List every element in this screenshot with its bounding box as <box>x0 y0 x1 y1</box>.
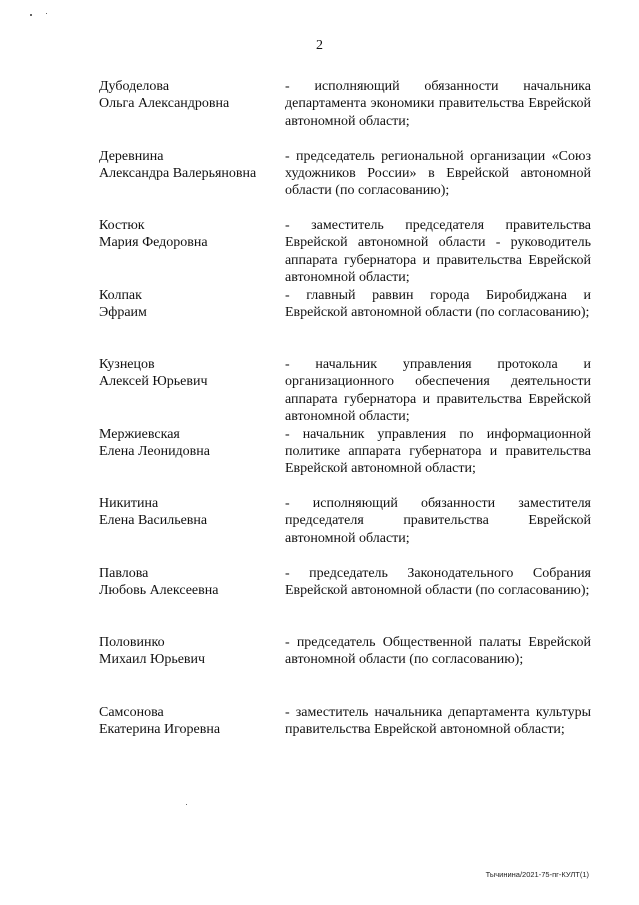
member-given-name: Ольга Александровна <box>99 96 230 112</box>
member-role: - исполняющий обязанности начальника департамента экономики правительства Еврейской автономной области; <box>285 79 591 129</box>
member-role: - председатель региональной организации «Союз художников России» в Еврейской автономной области (по согласованию); <box>285 148 591 199</box>
member-row <box>99 148 591 218</box>
document-reference: Тычинина/2021-75-пг-КУЛТ(1) <box>485 870 589 879</box>
member-row <box>99 704 591 773</box>
member-row <box>99 426 591 496</box>
member-name <box>99 565 285 635</box>
member-name <box>99 78 285 148</box>
member-surname: Деревнина <box>99 148 164 164</box>
member-role: - исполняющий обязанности заместителя председателя правительства Еврейской автономной области; <box>285 496 591 546</box>
member-surname: Костюк <box>99 218 145 233</box>
member-role: - главный раввин города Биробиджана и Еврейской автономной области (по согласованию); <box>285 287 591 320</box>
member-role: - заместитель начальника департамента культуры правительства Еврейской автономной области; <box>285 704 591 737</box>
member-row <box>99 634 591 704</box>
member-row <box>99 356 591 426</box>
member-given-name: Мария Федоровна <box>99 235 208 251</box>
member-given-name: Александра Валерьяновна <box>99 165 257 181</box>
member-row <box>99 287 591 357</box>
member-row <box>99 565 591 635</box>
member-name <box>99 287 285 357</box>
member-list <box>99 78 591 773</box>
member-given-name: Елена Васильевна <box>99 513 208 529</box>
member-given-name: Эфраим <box>99 304 147 320</box>
member-role: - председатель Законодательного Собрания Еврейской автономной области (по согласованию); <box>285 565 591 598</box>
member-given-name: Екатерина Игоревна <box>99 721 221 737</box>
member-role: - начальник управления протокола и организационного обеспечения деятельности аппарата губернатора и правительства Еврейской автономной области; <box>285 357 591 424</box>
scan-artifact-dot <box>186 804 187 805</box>
member-name <box>99 356 285 426</box>
member-role: - председатель Общественной палаты Еврейской автономной области (по согласованию); <box>285 635 591 668</box>
member-surname: Никитина <box>99 496 159 511</box>
member-surname: Самсонова <box>99 704 164 720</box>
member-given-name: Алексей Юрьевич <box>99 374 208 390</box>
member-surname: Половинко <box>99 635 165 650</box>
member-role: - заместитель председателя правительства Еврейской автономной области - руководитель аппарата губернатора и правительства Еврейской автономной области; <box>285 218 591 285</box>
member-name <box>99 426 285 496</box>
member-given-name: Елена Леонидовна <box>99 443 210 459</box>
member-surname: Кузнецов <box>99 357 155 372</box>
member-surname: Мержиевская <box>99 426 180 442</box>
member-given-name: Михаил Юрьевич <box>99 652 206 668</box>
member-name <box>99 217 285 287</box>
member-surname: Дубоделова <box>99 79 170 94</box>
member-role: - начальник управления по информационной политике аппарата губернатора и правительства Еврейской автономной области; <box>285 426 591 477</box>
member-name <box>99 148 285 218</box>
member-name <box>99 495 285 565</box>
page-number: 2 <box>316 38 323 53</box>
member-row <box>99 78 591 148</box>
member-row <box>99 495 591 565</box>
member-row <box>99 217 591 287</box>
scan-artifact-dot <box>46 13 47 14</box>
member-given-name: Любовь Алексеевна <box>99 582 219 598</box>
member-name <box>99 634 285 704</box>
member-surname: Колпак <box>99 287 142 303</box>
member-name <box>99 704 285 773</box>
member-surname: Павлова <box>99 565 149 581</box>
scan-artifact-dot <box>30 14 32 16</box>
